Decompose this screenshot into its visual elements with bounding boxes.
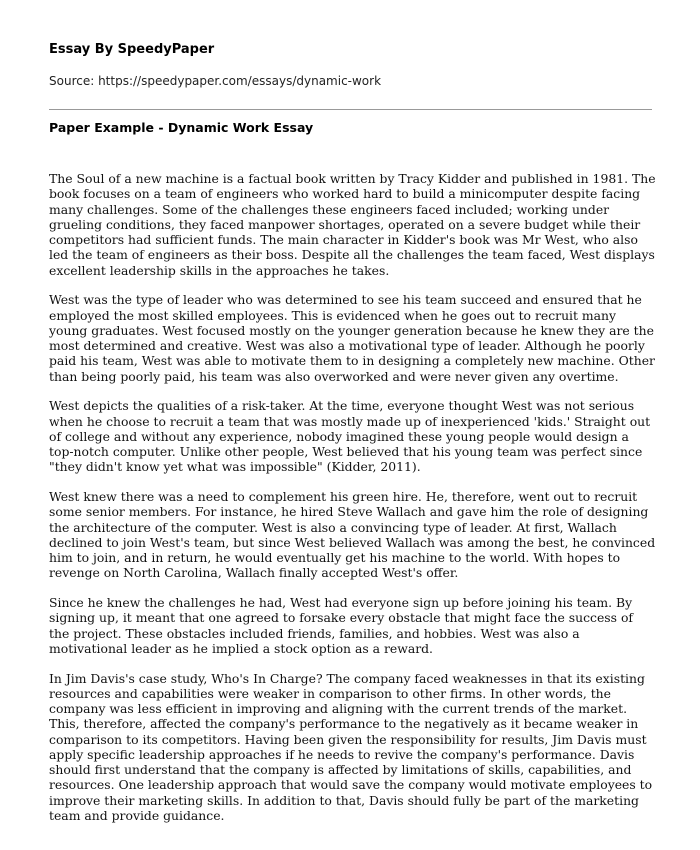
- paper-title: Paper Example - Dynamic Work Essay: [49, 120, 314, 135]
- essay-paragraph: West knew there was a need to complement his green hire. He, therefore, went out to recruit some senior members. For instance, he hired Steve Wallach and gave him the role of designing the architecture of the computer. West is also a convincing type of leader. At first, Wallach declined to join West's team, but since West believed Wallach was among the best, he convinced him to join, and in return, he would eventually get his machine to the world. With hopes to revenge on North Carolina, Wallach finally accepted West's offer.: [49, 489, 656, 581]
- source-line: Source: https://speedypaper.com/essays/dynamic-work: [49, 74, 382, 88]
- essay-paragraph: In Jim Davis's case study, Who's In Charge? The company faced weaknesses in that its existing resources and capabilities were weaker in comparison to other firms. In other words, the company was less efficient in improving and aligning with the current trends of the market. This, therefore, affected the company's performance to the negatively as it became weaker in comparison to its competitors. Having been given the responsibility for results, Jim Davis must apply specific leadership approaches if he needs to revive the company's performance. Davis should first understand that the company is affected by limitations of skills, capabilities, and resources. One leadership approach that would save the company would motivate employees to improve their marketing skills. In addition to that, Davis should fully be part of the marketing team and provide guidance.: [49, 670, 653, 823]
- site-title: Essay By SpeedyPaper: [49, 42, 215, 57]
- essay-body: [49, 171, 657, 838]
- essay-paragraph: West depicts the qualities of a risk-taker. At the time, everyone thought West was not serious when he choose to recruit a team that was mostly made up of inexperienced 'kids.' Straight out of college and without any experience, nobody imagined these young people would design a top-notch computer. Unlike other people, West believed that his young team was perfect since "they didn't know yet what was impossible" (Kidder, 2011).: [49, 398, 651, 475]
- essay-paragraph: Since he knew the challenges he had, West had everyone sign up before joining his team. By signing up, it meant that one agreed to forsake every obstacle that might face the success of the project. These obstacles included friends, families, and hobbies. West was also a motivational leader as he implied a stock option as a reward.: [49, 595, 633, 656]
- essay-paragraph: West was the type of leader who was determined to see his team succeed and ensured that he employed the most skilled employees. This is evidenced when he goes out to recruit many young graduates. West focused mostly on the younger generation because he knew they are the most determined and creative. West was also a motivational type of leader. Although he poorly paid his team, West was able to motivate them to in designing a completely new machine. Other than being poorly paid, his team was also overworked and were never given any overtime.: [49, 292, 655, 384]
- essay-paragraph: The Soul of a new machine is a factual book written by Tracy Kidder and published in 1981. The book focuses on a team of engineers who worked hard to build a minicomputer despite facing many challenges. Some of the challenges these engineers faced included; working under grueling conditions, they faced manpower shortages, operated on a severe budget while their competitors had sufficient funds. The main character in Kidder's book was Mr West, who also led the team of engineers as their boss. Despite all the challenges the team faced, West displays excellent leadership skills in the approaches he takes.: [49, 171, 656, 278]
- header-divider: [49, 109, 652, 110]
